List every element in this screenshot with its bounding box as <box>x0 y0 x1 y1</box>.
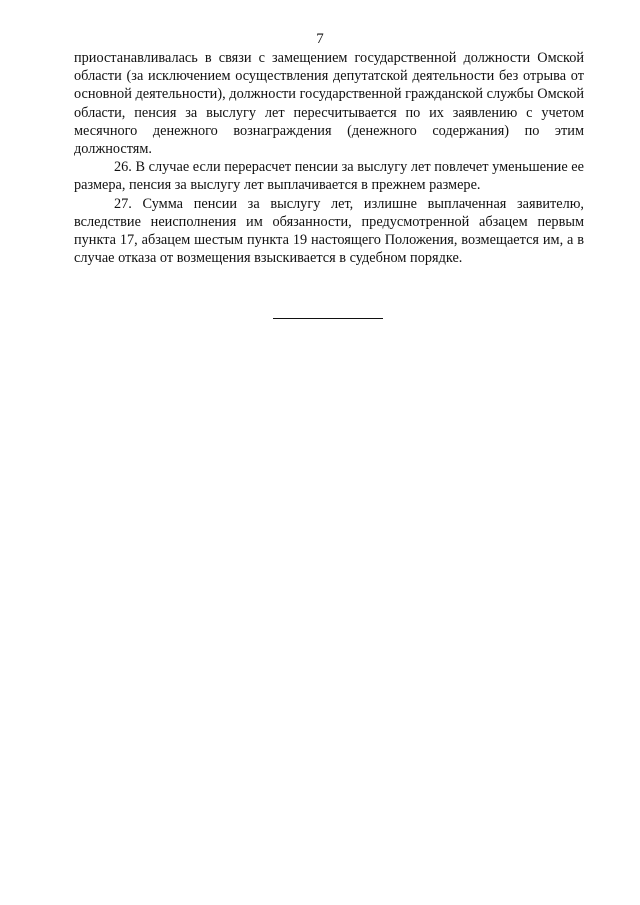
paragraph-item-26: 26. В случае если перерасчет пенсии за выслугу лет повлечет уменьшение ее размера, пенсия за выслугу лет выплачивается в прежнем размере. <box>74 159 584 194</box>
page-number: 7 <box>316 31 324 47</box>
paragraph-continuation: приостанавливалась в связи с замещением государственной должности Омской области (за исключением осуществления депутатской деятельности без отрыва от основной деятельности), должности государственной гражданской службы Омской области, пенсия за выслугу лет пересчитывается по их заявлению с учетом месячного денежного вознаграждения (денежного содержания) по этим должностям. <box>74 50 584 158</box>
paragraph-item-27: 27. Сумма пенсии за выслугу лет, излишне выплаченная заявителю, вследствие неисполнения им обязанности, предусмотренной абзацем первым пункта 17, абзацем шестым пункта 19 настоящего Положения, возмещается им, а в случае отказа от возмещения взыскивается в судебном порядке. <box>74 195 584 267</box>
document-body <box>74 49 584 267</box>
end-separator-line <box>273 318 383 319</box>
